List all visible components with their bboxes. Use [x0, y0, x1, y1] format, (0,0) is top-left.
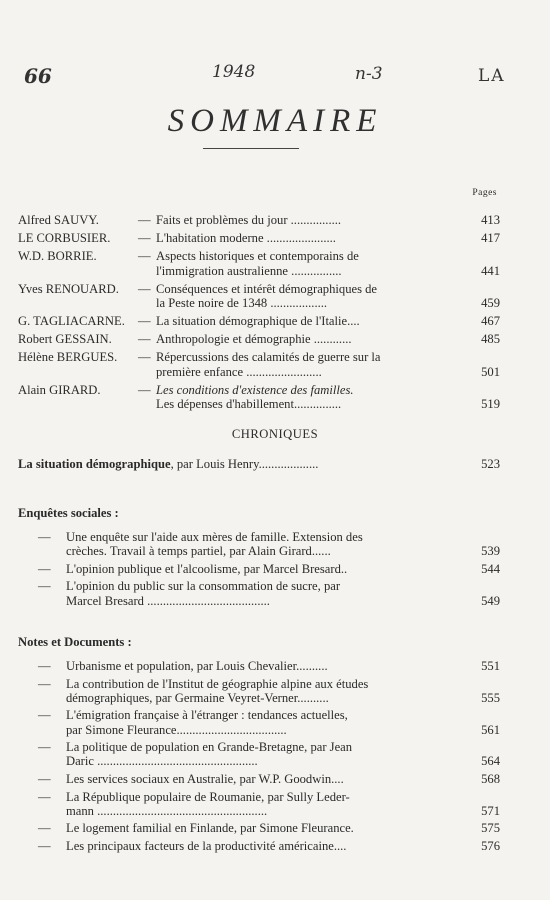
page-number: 459 [481, 296, 500, 310]
page-number: 555 [481, 690, 500, 705]
article-row [18, 249, 500, 278]
list-item-line: L'opinion publique et l'alcoolisme, par Marcel Bresard.. [66, 561, 348, 576]
list-item-text [66, 530, 500, 558]
list-item-line: La République populaire de Roumanie, par Sully Leder- [66, 789, 350, 804]
list-item [38, 677, 500, 705]
chroniques-entry [18, 457, 500, 475]
list-item-line: mann ...................................................... [66, 803, 268, 818]
page-number: 549 [481, 593, 500, 608]
list-item-line: démographiques, par Germaine Veyret-Verner.......... [66, 690, 329, 705]
dash-separator: — [138, 213, 151, 227]
list-item-line: crèches. Travail à temps partiel, par Alain Girard...... [66, 544, 331, 559]
list-item-line: Daric ................................................... [66, 754, 258, 769]
list-item [38, 790, 500, 818]
article-row [18, 332, 500, 347]
article-row [18, 282, 500, 311]
dash-separator: — [38, 838, 51, 853]
page-number: 501 [481, 364, 500, 379]
dash-separator: — [138, 231, 151, 245]
dash-separator: — [38, 676, 51, 691]
article-title [156, 314, 500, 329]
list-item-line: Une enquête sur l'aide aux mères de famille. Extension des [66, 530, 363, 544]
page-number: 539 [481, 544, 500, 559]
list-item [38, 821, 500, 835]
article-title-line: Répercussions des calamités de guerre sur la [156, 350, 381, 364]
page-number: 467 [481, 314, 500, 328]
enquetes-heading: Enquêtes sociales : [18, 506, 119, 520]
handwritten-annotation: LA [478, 66, 506, 86]
article-author: W.D. BORRIE. [18, 249, 97, 263]
list-item [38, 530, 500, 558]
page-number: 551 [481, 659, 500, 673]
page-number: 571 [481, 803, 500, 818]
article-title-line: Anthropologie et démographie ............ [156, 332, 352, 346]
article-title-line: La situation démographique de l'Italie.... [156, 314, 360, 328]
chroniques-heading: CHRONIQUES [231, 427, 319, 441]
dash-separator: — [38, 740, 51, 755]
page-number: 561 [481, 722, 500, 737]
article-row [18, 213, 500, 228]
page-number: 519 [481, 397, 500, 411]
enquetes-list [38, 530, 500, 611]
dash-separator: — [38, 659, 51, 673]
list-item [38, 772, 500, 786]
list-item [38, 579, 500, 607]
list-item [38, 839, 500, 853]
dash-separator: — [38, 821, 51, 836]
list-item-text [66, 772, 500, 786]
page-number: 441 [481, 263, 500, 278]
article-author: Robert GESSAIN. [18, 332, 112, 346]
dash-separator: — [138, 314, 151, 328]
article-author: Hélène BERGUES. [18, 350, 118, 364]
dash-separator: — [138, 382, 151, 397]
title-divider [203, 148, 299, 149]
article-title [156, 282, 500, 311]
dash-separator: — [38, 579, 51, 594]
list-item-line: La politique de population en Grande-Bretagne, par Jean [66, 740, 353, 755]
list-item-line: Marcel Bresard ....................................... [66, 593, 270, 608]
article-title-line: l'immigration australienne ................ [156, 263, 342, 278]
page-number: 523 [481, 457, 500, 471]
handwritten-annotation: n-3 [355, 64, 383, 84]
dash-separator: — [38, 530, 51, 544]
list-item [38, 659, 500, 673]
list-item-text [66, 579, 500, 607]
list-item-line: La contribution de l'Institut de géographie alpine aux études [66, 676, 369, 691]
article-title [156, 231, 500, 246]
article-title-line: Aspects historiques et contemporains de [156, 249, 359, 263]
page-title: SOMMAIRE [167, 103, 383, 139]
article-title-line: L'habitation moderne ...................... [156, 231, 336, 245]
page-number: 576 [481, 838, 500, 853]
dash-separator: — [38, 561, 51, 576]
article-author: Alain GIRARD. [18, 382, 101, 397]
dash-separator: — [138, 281, 151, 296]
article-title-line: Conséquences et intérêt démographiques de [156, 281, 378, 296]
article-author: LE CORBUSIER. [18, 231, 111, 245]
list-item-line: Urbanisme et population, par Louis Chevalier.......... [66, 659, 328, 673]
article-title [156, 213, 500, 228]
article-title-line: Les dépenses d'habillement............... [156, 397, 342, 411]
dash-separator: — [38, 789, 51, 804]
article-title-line: première enfance ........................ [156, 364, 322, 379]
article-row [18, 231, 500, 246]
articles-list [18, 213, 500, 415]
list-item-text [66, 562, 500, 576]
article-row [18, 383, 500, 412]
list-item-line: Le logement familial en Finlande, par Simone Fleurance. [66, 821, 354, 836]
list-item-line: par Simone Fleurance................................... [66, 722, 287, 737]
article-title-line: Faits et problèmes du jour ................ [156, 213, 342, 227]
page-number: 485 [481, 332, 500, 346]
chroniques-entry-title: La situation démographique [18, 457, 171, 471]
list-item [38, 562, 500, 576]
list-item-line: Les principaux facteurs de la productivité américaine.... [66, 838, 347, 853]
article-title [156, 350, 500, 379]
dash-separator: — [138, 350, 151, 364]
list-item-text [66, 677, 500, 705]
article-title-italic-line: Les conditions d'existence des familles. [156, 382, 354, 397]
list-item [38, 740, 500, 768]
article-author: Yves RENOUARD. [18, 281, 119, 296]
list-item-line: L'opinion du public sur la consommation de sucre, par [66, 579, 341, 594]
list-item-line: Les services sociaux en Australie, par W.P. Goodwin.... [66, 771, 344, 786]
list-item-text [66, 821, 500, 835]
page-number: 417 [481, 231, 500, 245]
article-row [18, 314, 500, 329]
page-number: 575 [481, 821, 500, 836]
page-number: 564 [481, 754, 500, 769]
page-number: 413 [481, 213, 500, 227]
list-item-text [66, 659, 500, 673]
pages-column-header: Pages [472, 188, 497, 198]
article-row [18, 350, 500, 379]
dash-separator: — [138, 249, 151, 263]
page-number: 568 [481, 771, 500, 786]
article-title [156, 383, 500, 412]
notes-list [38, 659, 500, 857]
article-author: G. TAGLIACARNE. [18, 314, 125, 328]
list-item-text [66, 790, 500, 818]
list-item-text [66, 708, 500, 736]
page-number: 544 [481, 561, 500, 576]
article-title [156, 249, 500, 278]
article-author: Alfred SAUVY. [18, 213, 99, 227]
dash-separator: — [38, 771, 51, 786]
dash-separator: — [138, 332, 151, 346]
list-item-text [66, 740, 500, 768]
notes-heading: Notes et Documents : [18, 635, 132, 649]
list-item-line: L'émigration française à l'étranger : tendances actuelles, [66, 708, 348, 723]
chroniques-entry-rest: , par Louis Henry................... [170, 457, 319, 471]
article-title [156, 332, 500, 347]
article-title-line: la Peste noire de 1348 .................. [156, 296, 328, 310]
dash-separator: — [38, 708, 51, 723]
handwritten-annotation: 1948 [212, 62, 256, 82]
handwritten-annotation: 66 [24, 64, 52, 88]
list-item-text [66, 839, 500, 853]
list-item [38, 708, 500, 736]
